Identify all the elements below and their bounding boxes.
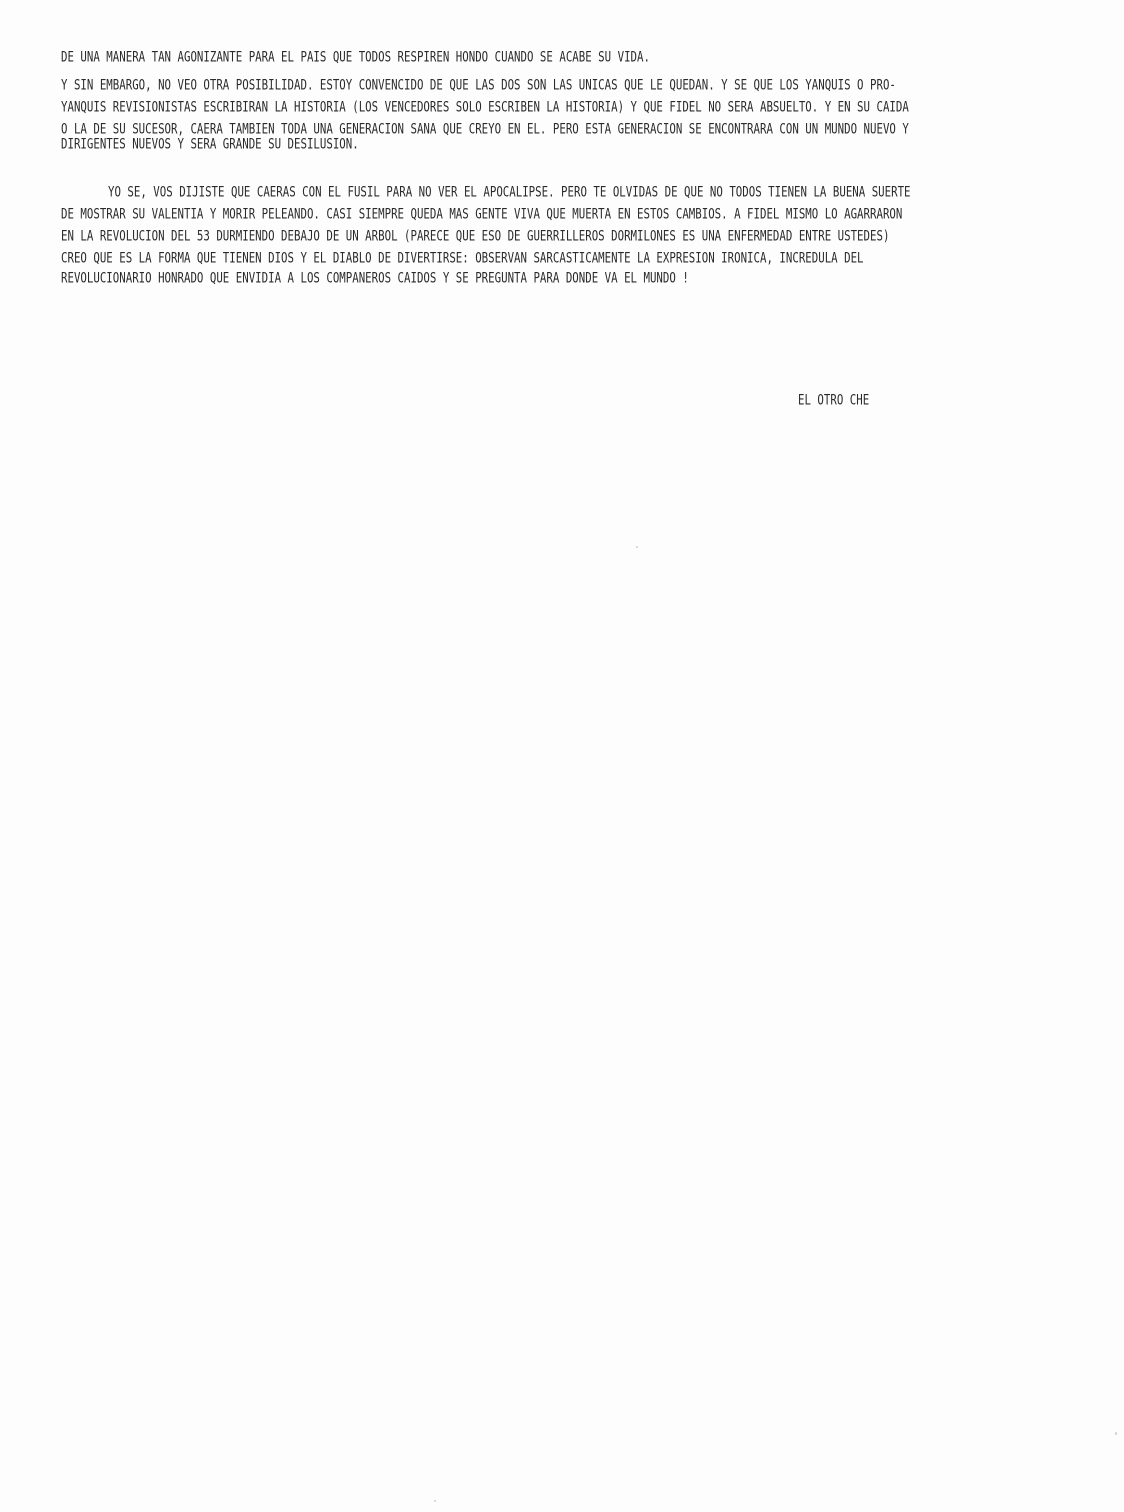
text-line-4: O LA DE SU SUCESOR, CAERA TAMBIEN TODA UNA GENERACION SANA QUE CREYO EN EL. PERO ESTA GENERACION SE ENCONTRARA CON UN MUNDO NUEVO Y	[61, 120, 909, 137]
text-line-10: REVOLUCIONARIO HONRADO QUE ENVIDIA A LOS COMPANEROS CAIDOS Y SE PREGUNTA PARA DONDE VA EL MUNDO !	[61, 269, 689, 286]
text-line-6: YO SE, VOS DIJISTE QUE CAERAS CON EL FUSIL PARA NO VER EL APOCALIPSE. PERO TE OLVIDAS DE QUE NO TODOS TIENEN LA BUENA SUERTE	[108, 183, 911, 200]
text-line-7: DE MOSTRAR SU VALENTIA Y MORIR PELEANDO. CASI SIEMPRE QUEDA MAS GENTE VIVA QUE MUERTA EN ESTOS CAMBIOS. A FIDEL MISMO LO AGARRARON	[61, 205, 903, 222]
text-line-3: YANQUIS REVISIONISTAS ESCRIBIRAN LA HISTORIA (LOS VENCEDORES SOLO ESCRIBEN LA HISTORIA) Y QUE FIDEL NO SERA ABSUELTO. Y EN SU CAIDA	[61, 98, 909, 115]
paper-speck	[434, 1500, 436, 1502]
text-line-8: EN LA REVOLUCION DEL 53 DURMIENDO DEBAJO DE UN ARBOL (PARECE QUE ESO DE GUERRILLEROS DORMILONES ES UNA ENFERMEDAD ENTRE USTEDES)	[61, 227, 890, 244]
paper-speck	[1115, 1432, 1117, 1435]
text-line-2: Y SIN EMBARGO, NO VEO OTRA POSIBILIDAD. ESTOY CONVENCIDO DE QUE LAS DOS SON LAS UNICAS QUE LE QUEDAN. Y SE QUE LOS YANQUIS O PRO-	[61, 76, 896, 93]
paper-speck	[636, 546, 638, 548]
text-line-5: DIRIGENTES NUEVOS Y SERA GRANDE SU DESILUSION.	[61, 135, 359, 152]
signature: EL OTRO CHE	[798, 391, 870, 408]
text-line-1: DE UNA MANERA TAN AGONIZANTE PARA EL PAIS QUE TODOS RESPIREN HONDO CUANDO SE ACABE SU VIDA.	[61, 48, 650, 65]
text-line-9: CREO QUE ES LA FORMA QUE TIENEN DIOS Y EL DIABLO DE DIVERTIRSE: OBSERVAN SARCASTICAMENTE LA EXPRESION IRONICA, INCREDULA DEL	[61, 249, 864, 266]
